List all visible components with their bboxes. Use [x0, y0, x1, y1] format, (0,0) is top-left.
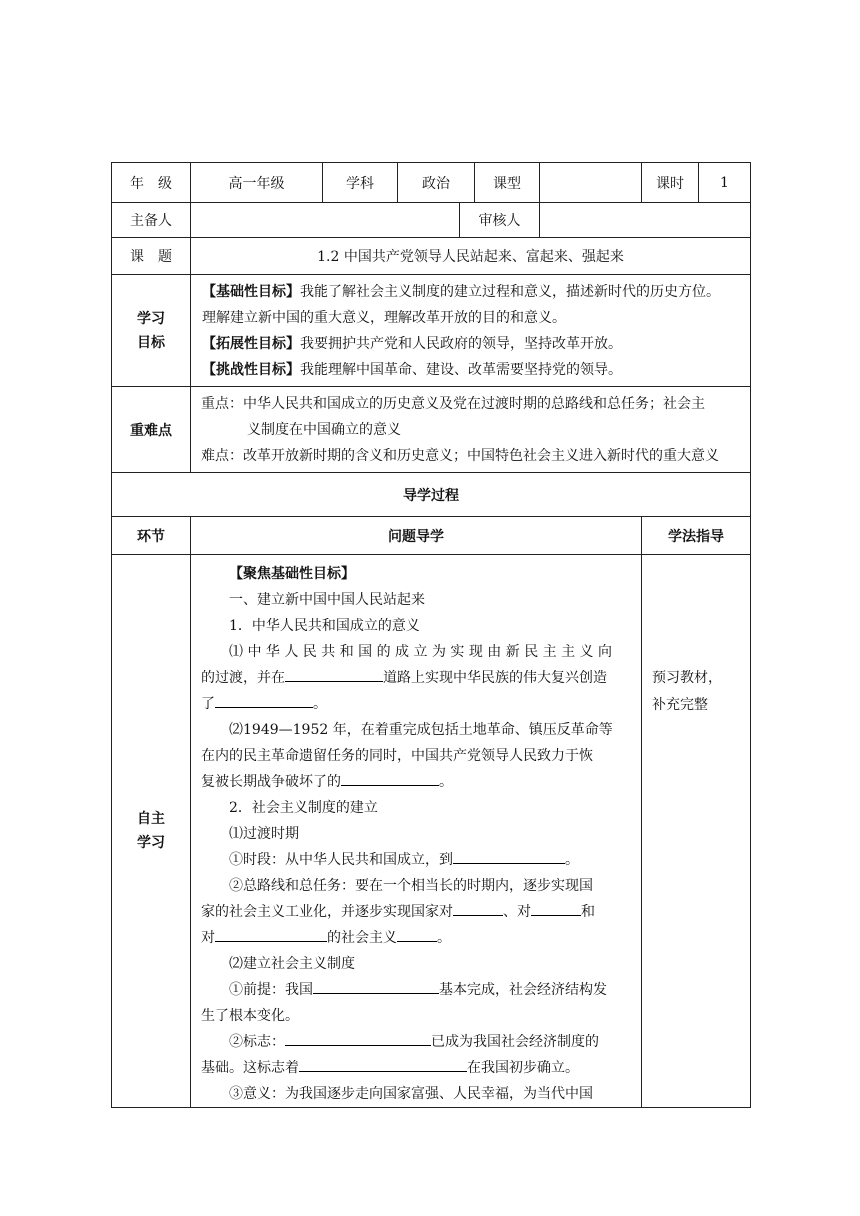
fill-blank[interactable]	[531, 901, 581, 916]
text: 。	[437, 930, 451, 946]
fill-blank[interactable]	[453, 849, 565, 864]
process-title: 导学过程	[112, 473, 751, 517]
difficult-point: 难点：改革开放新时期的含义和历史意义；中国特色社会主义进入新时代的重大意义	[201, 447, 719, 464]
question-guide-content	[191, 555, 642, 1108]
text: ①时段：从中华人民共和国成立，到	[229, 852, 453, 868]
text: 。	[565, 852, 579, 868]
challenge-objective-tag: 【挑战性目标】	[202, 361, 300, 378]
method-line-1: 预习教材，	[652, 670, 722, 686]
method-line-2: 补充完整	[652, 697, 708, 713]
reviewer-label: 审核人	[460, 203, 540, 238]
type-value	[540, 163, 642, 203]
objectives-content	[191, 275, 751, 387]
basic-objective-text: 我能了解社会主义制度的建立过程和意义，描述新时代的历史方位。	[300, 283, 720, 300]
type-label: 课型	[475, 163, 540, 203]
preparer-value	[191, 203, 460, 238]
key-points-content	[191, 387, 751, 473]
text: 基础。这标志着	[201, 1060, 299, 1076]
fill-blank[interactable]	[341, 771, 439, 786]
topic-value: 1.2 中国共产党领导人民站起来、富起来、强起来	[191, 238, 751, 275]
fill-blank[interactable]	[285, 667, 383, 682]
stage-label-line2: 学习	[137, 835, 165, 851]
transition-heading: ⑴过渡时期	[229, 826, 299, 842]
fill-blank[interactable]	[313, 979, 439, 994]
text: 、对	[503, 904, 531, 920]
key-point-line-1: 重点：中华人民共和国成立的历史意义及党在过渡时期的总路线和总任务；社会主	[201, 395, 705, 412]
fill-blank[interactable]	[215, 693, 313, 708]
stage-self-study	[112, 555, 191, 1108]
text: ②标志：	[229, 1034, 285, 1050]
text: 和	[581, 904, 595, 920]
fill-blank[interactable]	[215, 927, 327, 942]
subject-label: 学科	[323, 163, 398, 203]
method-guide-content	[642, 555, 751, 1108]
hours-label: 课时	[642, 163, 699, 203]
text: 的过渡，并在	[201, 670, 285, 686]
section-1-heading: 一、建立新中国中国人民站起来	[229, 592, 425, 608]
objectives-label-line1: 学习	[137, 310, 165, 327]
focus-heading: 【聚焦基础性目标】	[229, 566, 355, 582]
fill-blank[interactable]	[397, 927, 437, 942]
premise-line-2: 生了根本变化。	[201, 1008, 299, 1024]
text: 的社会主义	[327, 930, 397, 946]
lesson-plan-table	[111, 162, 751, 1108]
basic-objective-tag: 【基础性目标】	[202, 283, 300, 300]
fill-blank[interactable]	[453, 901, 503, 916]
fill-blank[interactable]	[299, 1057, 467, 1072]
hours-value: 1	[699, 163, 751, 203]
grade-label: 年 级	[112, 163, 191, 203]
establish-system-heading: ⑵建立社会主义制度	[229, 956, 355, 972]
text: 在我国初步确立。	[467, 1060, 579, 1076]
preparer-label: 主备人	[112, 203, 191, 238]
text: 已成为我国社会经济制度的	[431, 1034, 599, 1050]
paragraph-2-line-b: 在内的民主革命遗留任务的同时，中国共产党领导人民致力于恢	[201, 748, 593, 764]
general-line-text: ②总路线和总任务：要在一个相当长的时期内，逐步实现国	[229, 878, 593, 894]
fill-blank[interactable]	[285, 1031, 431, 1046]
paragraph-2-line-a: ⑵1949—1952 年，在着重完成包括土地革命、镇压反革命等	[229, 722, 613, 738]
text: 家的社会主义工业化，并逐步实现国家对	[201, 904, 453, 920]
column-method: 学法指导	[642, 517, 751, 555]
text: 道路上实现中华民族的伟大复兴创造	[383, 670, 607, 686]
challenge-objective-text: 我能理解中国革命、建设、改革需要坚持党的领导。	[300, 361, 622, 378]
topic-label: 课 题	[112, 238, 191, 275]
objectives-label	[112, 275, 191, 387]
key-point-line-2: 义制度在中国确立的意义	[247, 421, 401, 438]
text: 对	[201, 930, 215, 946]
extend-objective-text: 我要拥护共产党和人民政府的领导，坚持改革开放。	[300, 335, 622, 352]
subsection-2-heading: 2．社会主义制度的建立	[229, 800, 378, 816]
basic-objective-text-2: 理解建立新中国的重大意义，理解改革开放的目的和意义。	[202, 309, 566, 326]
key-points-label: 重难点	[112, 387, 191, 473]
column-stage: 环节	[112, 517, 191, 555]
text: 基本完成，社会经济结构发	[439, 982, 607, 998]
text: 复被长期战争破坏了的	[201, 774, 341, 790]
text: 。	[313, 696, 327, 712]
objectives-label-line2: 目标	[137, 334, 165, 351]
text: ①前提：我国	[229, 982, 313, 998]
extend-objective-tag: 【拓展性目标】	[202, 335, 300, 352]
reviewer-value	[540, 203, 751, 238]
stage-label-line1: 自主	[137, 811, 165, 827]
text: 。	[439, 774, 453, 790]
text: 了	[201, 696, 215, 712]
subject-value: 政治	[398, 163, 475, 203]
significance-line: ③意义：为我国逐步走向国家富强、人民幸福，为当代中国	[229, 1086, 593, 1102]
grade-value: 高一年级	[191, 163, 323, 203]
subsection-1-heading: 1．中华人民共和国成立的意义	[229, 618, 420, 634]
column-question: 问题导学	[191, 517, 642, 555]
paragraph-1-line-a: ⑴ 中 华 人 民 共 和 国 的 成 立 为 实 现 由 新 民 主 主 义 向	[229, 644, 613, 660]
